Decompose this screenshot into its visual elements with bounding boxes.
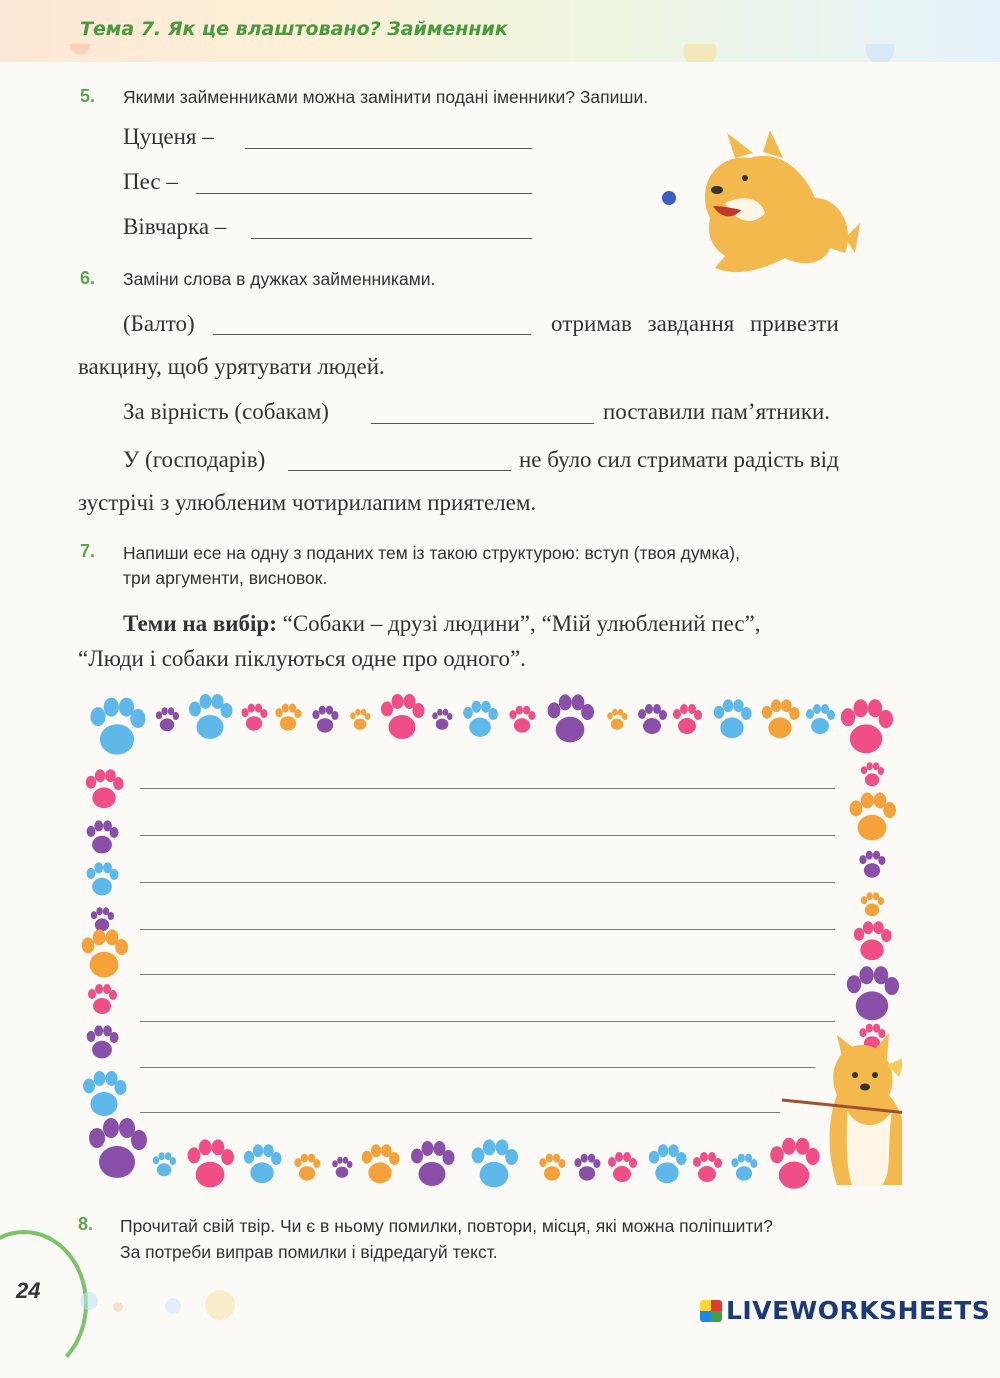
decor-dot — [165, 1298, 181, 1314]
writing-line[interactable] — [140, 974, 835, 975]
task5-number: 5. — [80, 86, 96, 106]
paw-icon — [87, 862, 119, 895]
paw-icon — [89, 1118, 147, 1178]
paw-icon — [673, 704, 702, 734]
task7-themes-line2: “Люди і собаки піклуються одне про одного”. — [78, 646, 526, 671]
essay-frame — [82, 690, 902, 1195]
paw-icon — [83, 1071, 127, 1116]
paw-icon — [189, 694, 233, 739]
paw-icon — [432, 709, 452, 730]
answer-field-owners[interactable] — [288, 450, 511, 471]
topic-title: Тема 7. Як це влаштовано? Займенник — [80, 18, 508, 40]
paw-icon — [649, 1144, 687, 1183]
task6-number: 6. — [80, 268, 96, 288]
writing-line[interactable] — [140, 882, 835, 883]
paw-icon — [294, 1154, 320, 1181]
task7-number: 7. — [80, 541, 96, 561]
task6-s2-end: поставили пам’ятники. — [603, 399, 831, 424]
paw-icon — [87, 1025, 119, 1058]
writing-line[interactable] — [140, 788, 835, 789]
ball-icon — [662, 191, 676, 205]
task5-prompt: Якими займенниками можна замінити подані іменники? Запиши. — [123, 87, 649, 107]
paw-icon — [350, 709, 370, 730]
task8-number: 8. — [78, 1214, 94, 1234]
writing-line[interactable] — [140, 1067, 815, 1068]
paw-icon — [762, 699, 800, 738]
paw-icon — [509, 706, 535, 733]
paw-icon — [188, 1139, 234, 1187]
paw-icon — [332, 1157, 352, 1178]
paw-icon — [82, 929, 128, 977]
decor-dot — [113, 1302, 123, 1312]
paw-icon — [608, 1152, 637, 1182]
writing-line[interactable] — [140, 835, 835, 836]
paw-icon — [241, 704, 267, 731]
writing-line[interactable] — [140, 1112, 780, 1113]
item-label: Вівчарка – — [123, 214, 227, 239]
paw-icon — [861, 762, 884, 786]
task8-line1: Прочитай свій твір. Чи є в ньому помилки, повтори, місця, які можна поліпшити? — [120, 1216, 773, 1236]
paw-icon — [847, 966, 899, 1020]
task7-themes-line1 — [123, 611, 761, 637]
writing-line[interactable] — [140, 929, 835, 930]
answer-field-puppy[interactable] — [245, 128, 532, 149]
page-number: 24 — [16, 1278, 41, 1303]
answer-field-dogs[interactable] — [371, 403, 594, 424]
paw-icon — [841, 699, 893, 753]
paw-icon — [859, 851, 885, 878]
paw-icon — [91, 907, 114, 931]
paw-icon — [861, 892, 884, 916]
paw-icon — [714, 699, 752, 738]
task6-prompt: Заміни слова в дужках займенниками. — [123, 269, 436, 289]
task5-item-shepherd — [123, 214, 226, 240]
paw-icon — [854, 921, 892, 960]
paw-icon — [574, 1154, 600, 1181]
paw-icon — [381, 694, 425, 739]
paw-icon — [850, 792, 896, 840]
decor-dot — [205, 1290, 235, 1320]
paw-icon — [638, 704, 667, 734]
paw-icon — [153, 1152, 176, 1176]
paw-icon — [156, 707, 179, 731]
liveworksheets-logo[interactable] — [700, 1296, 990, 1325]
paw-icon — [362, 1144, 400, 1183]
paw-icon — [472, 1139, 518, 1187]
task7-prompt-line1: Напиши есе на одну з поданих тем із такою структурою: вступ (твоя думка), — [123, 543, 740, 563]
task6-s1-start: (Балто) — [123, 311, 195, 336]
paw-border — [82, 690, 902, 1195]
paw-icon — [607, 709, 627, 730]
task8-line2: За потреби виправ помилки і відредагуй текст. — [120, 1242, 498, 1262]
paw-icon — [312, 706, 338, 733]
task5-item-puppy — [123, 124, 214, 150]
writing-line[interactable] — [140, 1021, 835, 1022]
page-corner-arc — [0, 1230, 88, 1378]
task5-item-dog — [123, 169, 178, 195]
answer-field-dog[interactable] — [196, 173, 532, 194]
paw-icon — [244, 1144, 282, 1183]
themes-list-part1: “Собаки – друзі людини”, “Мій улюблений пес”, — [282, 611, 761, 636]
item-label: Цуценя – — [123, 124, 214, 149]
decor-dot — [80, 1292, 98, 1310]
task6-s2-start: За вірність (собакам) — [123, 399, 329, 424]
task6-s3-start: У (господарів) — [123, 447, 266, 472]
paw-icon — [731, 1154, 757, 1181]
item-label: Пес – — [123, 169, 178, 194]
paw-icon — [86, 769, 124, 808]
paw-icon — [411, 1141, 455, 1186]
paw-icon — [770, 1138, 819, 1189]
task6-s1-end: отримав завдання привезти — [551, 311, 839, 336]
answer-field-shepherd[interactable] — [251, 218, 532, 239]
task7-prompt-line2: три аргументи, висновок. — [123, 568, 328, 588]
logo-icon — [700, 1300, 722, 1322]
paw-icon — [806, 704, 835, 734]
running-dog-illustration — [655, 128, 865, 288]
paw-icon — [539, 1154, 565, 1181]
paw-icon — [87, 820, 119, 853]
paw-icon — [463, 701, 498, 737]
answer-field-balto[interactable] — [213, 314, 531, 335]
task6-s3-cont: зустрічі з улюбленим чотирилапим приятелем. — [78, 490, 537, 515]
paw-icon — [90, 698, 145, 755]
sitting-dog-illustration — [782, 1033, 902, 1185]
logo-text: LIVEWORKSHEETS — [726, 1296, 991, 1325]
paw-icon — [693, 1152, 722, 1182]
paw-icon — [88, 984, 117, 1014]
task6-s3-end: не було сил стримати радість від — [519, 447, 839, 472]
task6-s1-cont: вакцину, щоб урятувати людей. — [78, 354, 385, 379]
paw-icon — [548, 694, 594, 742]
paw-icon — [275, 704, 301, 731]
themes-label: Теми на вибір: — [123, 611, 277, 636]
